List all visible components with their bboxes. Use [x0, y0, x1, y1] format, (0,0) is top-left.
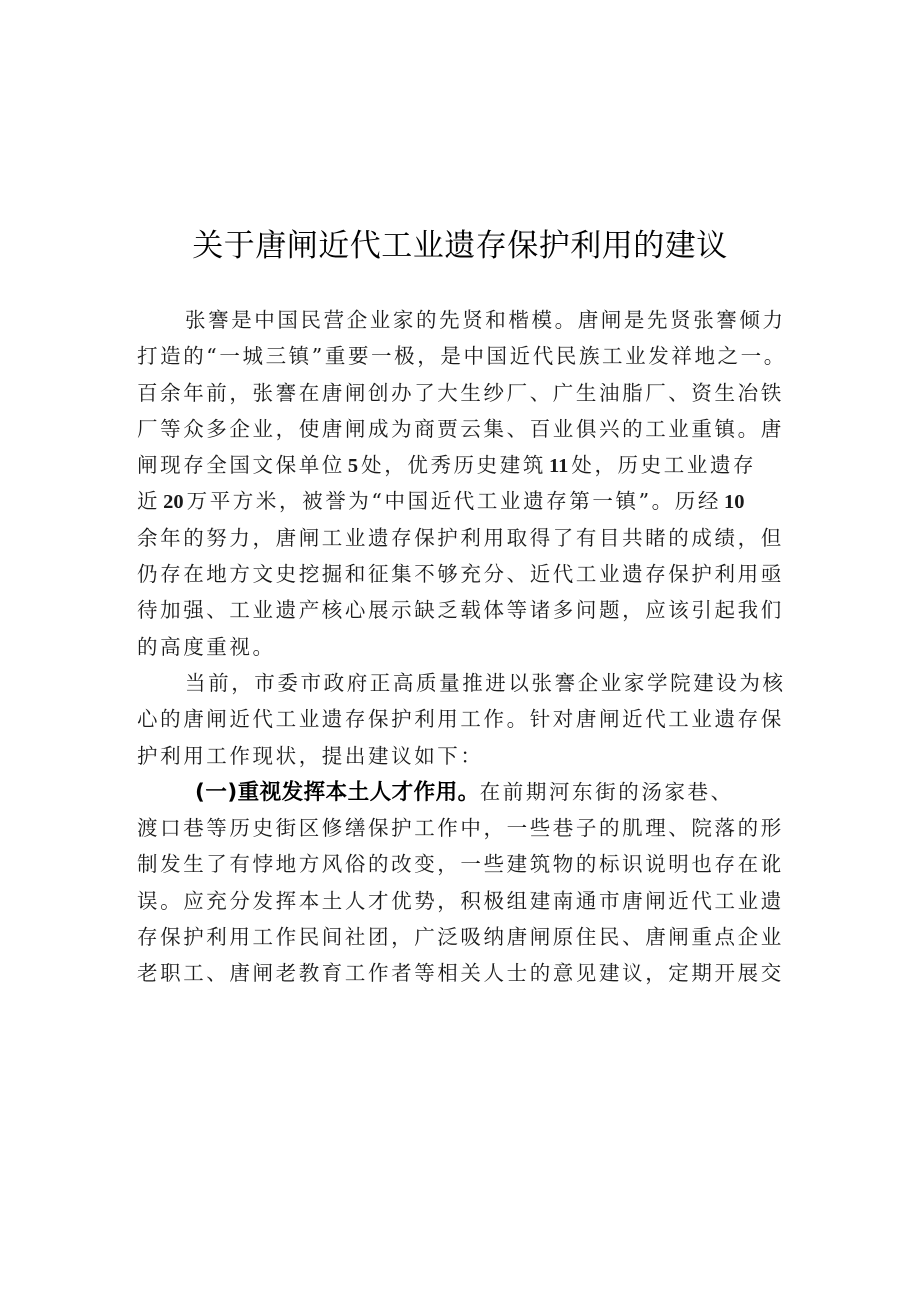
text-line: 制发生了有悖地方风俗的改变，一些建筑物的标识说明也存在讹: [137, 852, 784, 877]
text-line: 仍存在地方文史挖掘和征集不够充分、近代工业遗存保护利用亟: [137, 562, 784, 587]
text-line: 误。应充分发挥本土人才优势，积极组建南通市唐闸近代工业遗: [137, 888, 784, 913]
paragraph-suggestion-1: [137, 774, 817, 992]
text-line: 老职工、唐闸老教育工作者等相关人士的意见建议，定期开展交: [137, 961, 784, 986]
text-line: [137, 483, 817, 519]
text-segment: 闸现存全国文保单位: [137, 453, 345, 478]
text-line: 护利用工作现状，提出建议如下：: [137, 743, 484, 768]
text-segment: 在前期河东街的汤家巷、: [479, 779, 734, 804]
document-title: 关于唐闸近代工业遗存保护利用的建议: [192, 228, 728, 264]
paragraph-intro: [137, 302, 817, 665]
number-value: 11: [548, 455, 569, 478]
text-line: [137, 774, 817, 810]
text-line: 当前，市委市政府正高质量推进以张謇企业家学院建设为核: [185, 670, 786, 695]
text-line: 渡口巷等历史街区修缮保护工作中，一些巷子的肌理、院落的形: [137, 816, 784, 841]
text-line: 百余年前，张謇在唐闸创办了大生纱厂、广生油脂厂、资生冶铁: [137, 380, 784, 405]
text-segment: 处，历史工业遗存: [571, 453, 757, 478]
text-line: 余年的努力，唐闸工业遗存保护利用取得了有目共睹的成绩，但: [137, 525, 784, 550]
text-segment: 万平方米，被誉为“中国近代工业遗存第一镇”。历经: [186, 489, 721, 514]
text-line: 打造的“一城三镇”重要一极，是中国近代民族工业发祥地之一。: [137, 344, 787, 369]
text-line: 张謇是中国民营企业家的先贤和楷模。唐闸是先贤张謇倾力: [185, 308, 786, 332]
text-segment: 处，优秀历史建筑: [361, 453, 546, 478]
number-value: 10: [723, 491, 745, 514]
section-heading: (一)重视发挥本土人才作用。: [195, 779, 480, 805]
document-body: [137, 302, 817, 992]
number-value: 20: [163, 491, 184, 514]
text-line: 存保护利用工作民间社团，广泛吸纳唐闸原住民、唐闸重点企业: [137, 925, 784, 950]
text-line: 厂等众多企业，使唐闸成为商贾云集、百业俱兴的工业重镇。唐: [137, 416, 784, 441]
text-line: [137, 447, 817, 483]
text-segment: 近: [137, 489, 161, 514]
number-value: 5: [347, 455, 359, 478]
text-line: 心的唐闸近代工业遗存保护利用工作。针对唐闸近代工业遗存保: [137, 707, 784, 732]
paragraph-current-work: [137, 665, 817, 774]
text-line: 的高度重视。: [137, 634, 276, 659]
text-line: 待加强、工业遗产核心展示缺乏载体等诸多问题，应该引起我们: [137, 598, 784, 623]
